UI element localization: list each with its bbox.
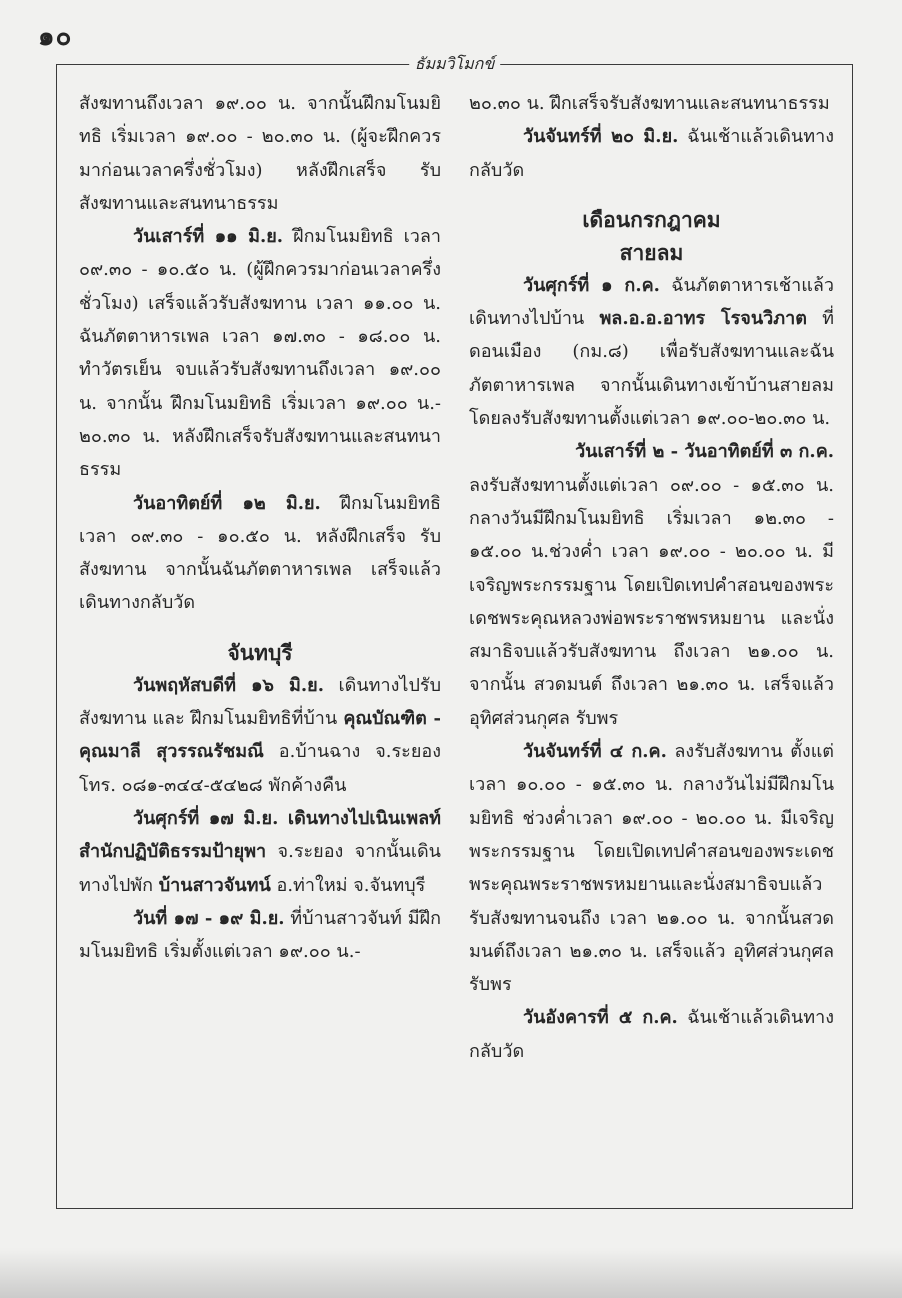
paragraph [79, 487, 441, 620]
paragraph: ลงรับสังฆทานตั้งแต่เวลา ๐๙.๐๐ - ๑๕.๓๐ น. กลางวันมีฝึกมโนมยิทธิ เริ่มเวลา ๑๒.๓๐ - ๑๕.๐๐ น.ช่วงค่ำ เวลา ๑๙.๐๐ - ๒๐.๐๐ น. มีเจริญพระกรรมฐาน โดยเปิดเทปคำสอนของพระเดชพระคุณหลวงพ่อพระราชพรหมยาน และนั่งสมาธิจบแล้วรับสังฆทาน ถึงเวลา ๒๑.๐๐ น. จากนั้น สวดมนต์ ถึงเวลา ๒๑.๓๐ น. เสร็จแล้ว อุทิศส่วนกุศล รับพร [469, 474, 834, 729]
paragraph-text: ฉันเช้าแล้วเดินทางกลับวัด [469, 126, 834, 181]
paragraph-text: ฝึกมโนมยิทธิ เวลา ๐๙.๓๐ - ๑๐.๕๐ น. (ผู้ฝึกควรมาก่อนเวลาครึ่งชั่วโมง) เสร็จแล้วรับสังฆทาน เวลา ๑๑.๐๐ น. ฉันภัตตาหารเพล เวลา ๑๗.๓๐ - ๑๘.๐๐ น. ทำวัตรเย็น จบแล้วรับสังฆทานถึงเวลา ๑๙.๐๐ น. จากนั้น ฝึกมโนมยิทธิ เริ่มเวลา ๑๙.๐๐ น.- ๒๐.๓๐ น. หลังฝึกเสร็จรับสังฆทานและสนทนาธรรม [79, 226, 441, 481]
paragraph [469, 120, 834, 187]
paragraph-text: ฉันภัตตาหารเช้าแล้ว เดินทางไปบ้าน [469, 274, 835, 330]
paragraph [469, 269, 834, 435]
date-heading: วันจันทร์ที่ ๔ ก.ค. [523, 741, 667, 763]
date-heading: วันศุกร์ที่ ๑ ก.ค. [523, 274, 660, 296]
date-heading: วันเสาร์ที่ ๑๑ มิ.ย. [133, 226, 284, 248]
paragraph: ๒๐.๓๐ น. ฝึกเสร็จรับสังฆทานและสนทนาธรรม [469, 93, 830, 114]
paragraph-text: ที่ดอนเมือง (กม.๘) เพื่อรับสังฆทานและฉันภัตตาหารเพล จากนั้นเดินทางเข้าบ้านสายลม โดยลงรับสังฆทานตั้งแต่เวลา ๑๙.๐๐-๒๐.๓๐ น. [469, 308, 834, 430]
paragraph-text: เดินทางไปรับสังฆทาน และ ฝึกมโนมยิทธิที่บ้าน [79, 674, 442, 730]
paragraph-text: จ.ระยอง จากนั้นเดินทางไปพัก [79, 841, 441, 896]
scan-edge-shadow [0, 1248, 902, 1298]
host-name: คุณบัณฑิต - คุณมาลี สุวรรณรัชมณี [79, 708, 441, 763]
paragraph [79, 220, 441, 486]
paragraph [469, 1001, 834, 1068]
date-heading: วันศุกร์ที่ ๑๗ มิ.ย. เดินทางไปเนินเพลท์สำนักปฏิบัติธรรมป้ายุพา [79, 807, 441, 863]
section-heading: จันทบุรี [227, 639, 293, 665]
date-heading: วันที่ ๑๗ - ๑๙ มิ.ย. [133, 907, 285, 929]
page-number: ๑๐ [38, 22, 73, 52]
date-heading: วันจันทร์ที่ ๒๐ มิ.ย. [523, 126, 679, 148]
right-column [469, 87, 834, 1068]
date-heading: วันอังคารที่ ๕ ก.ค. [523, 1007, 678, 1029]
paragraph [79, 669, 441, 802]
paragraph-text: อ.บ้านฉาง จ.ระยอง โทร. ๐๘๑-๓๔๔-๕๔๒๘ พักค้างคืน [79, 741, 441, 796]
paragraph-text: ฝึกมโนมยิทธิ เวลา ๐๙.๓๐ - ๑๐.๕๐ น. หลังฝึกเสร็จ รับสังฆทาน จากนั้นฉันภัตตาหารเพล เสร็จแล้วเดินทางกลับวัด [79, 492, 441, 614]
host-name: พล.อ.อ.อาทร โรจนวิภาต [599, 308, 807, 330]
paragraph-text: อ.ท่าใหม่ จ.จันทบุรี [270, 874, 426, 896]
left-column [79, 87, 441, 968]
date-heading: วันเสาร์ที่ ๒ - วันอาทิตย์ที่ ๓ ก.ค. [575, 441, 834, 463]
paragraph [79, 802, 441, 902]
running-header: ธัมมวิโมกข์ [409, 54, 501, 74]
paragraph-text: ฉันเช้าแล้วเดินทางกลับวัด [469, 1007, 834, 1062]
month-heading: เดือนกรกฎาคม [582, 206, 721, 232]
paragraph [79, 902, 441, 969]
page-frame [56, 54, 853, 1209]
date-heading: วันอาทิตย์ที่ ๑๒ มิ.ย. [133, 492, 321, 514]
paragraph: สังฆทานถึงเวลา ๑๙.๐๐ น. จากนั้นฝึกมโนมยิทธิ เริ่มเวลา ๑๙.๐๐ - ๒๐.๓๐ น. (ผู้จะฝึกควรมาก่อนเวลาครึ่งชั่วโมง) หลังฝึกเสร็จ รับสังฆทานและสนทนาธรรม [79, 93, 441, 214]
paragraph-text: ลงรับสังฆทาน ตั้งแต่เวลา ๑๐.๐๐ - ๑๕.๓๐ น. กลางวันไม่มีฝึกมโนมยิทธิ ช่วงค่ำเวลา ๑๙.๐๐ - ๒๐.๐๐ น. มีเจริญพระกรรมฐาน โดยเปิดเทปคำสอนของพระเดชพระคุณพระราชพรหมยานและนั่งสมาธิจบแล้วรับสังฆทานจนถึง เวลา ๒๑.๐๐ น. จากนั้นสวดมนต์ถึงเวลา ๒๑.๓๐ น. เสร็จแล้ว อุทิศส่วนกุศล รับพร [469, 741, 834, 996]
date-heading-line [469, 435, 834, 468]
paragraph-text: ที่บ้านสาวจันท์ มีฝึกมโนมยิทธิ เริ่มตั้งแต่เวลา ๑๙.๐๐ น.- [79, 907, 441, 963]
date-heading: วันพฤหัสบดีที่ ๑๖ มิ.ย. [133, 674, 324, 696]
place-heading: สายลม [619, 239, 684, 265]
place-name: บ้านสาวจันทน์ [158, 874, 271, 896]
paragraph [469, 735, 834, 1001]
